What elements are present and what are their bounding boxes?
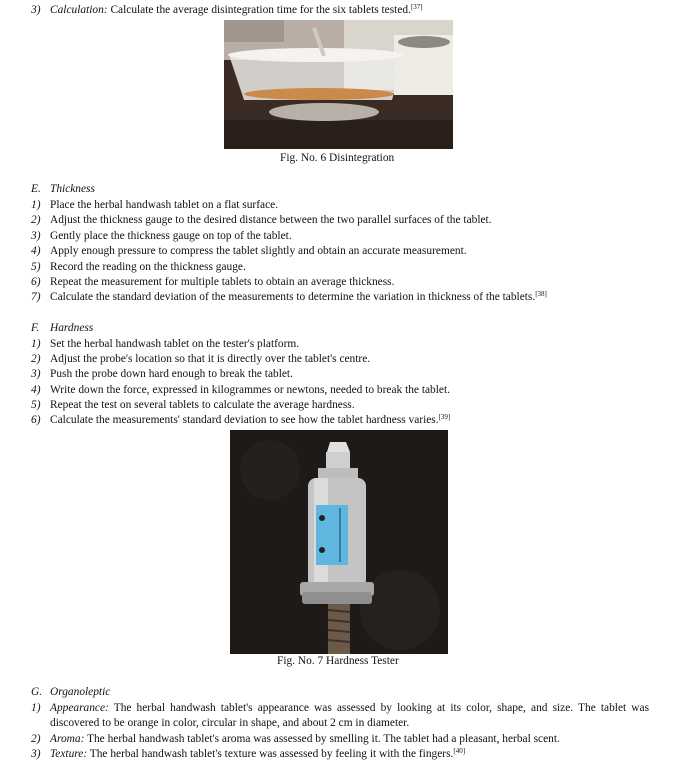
- disintegration-photo: [224, 20, 453, 149]
- item-label: Texture:: [50, 748, 88, 760]
- section-letter: E.: [31, 183, 41, 195]
- item-label: Calculation:: [50, 4, 108, 16]
- reference: [39]: [438, 413, 451, 421]
- item-text: Calculate the average disintegration time for the six tablets tested.: [107, 4, 411, 16]
- hardness-tester-photo: [230, 430, 448, 654]
- section-letter: G.: [31, 686, 43, 698]
- section-letter: F.: [31, 322, 40, 334]
- figure-6-caption: Fig. No. 6 Disintegration: [280, 152, 395, 164]
- figure-7-image: [230, 430, 448, 654]
- item-label: Appearance:: [50, 702, 109, 714]
- figure-6-image: [224, 20, 453, 149]
- item-label: Aroma:: [50, 733, 85, 745]
- reference: [40]: [453, 747, 466, 755]
- section-title: Hardness: [50, 322, 94, 334]
- section-title: Organoleptic: [50, 686, 111, 698]
- reference: [38]: [535, 290, 547, 298]
- reference: [37]: [410, 3, 423, 11]
- figure-7-caption: Fig. No. 7 Hardness Tester: [277, 655, 399, 667]
- list-number: 3): [31, 4, 41, 16]
- section-title: Thickness: [50, 183, 95, 195]
